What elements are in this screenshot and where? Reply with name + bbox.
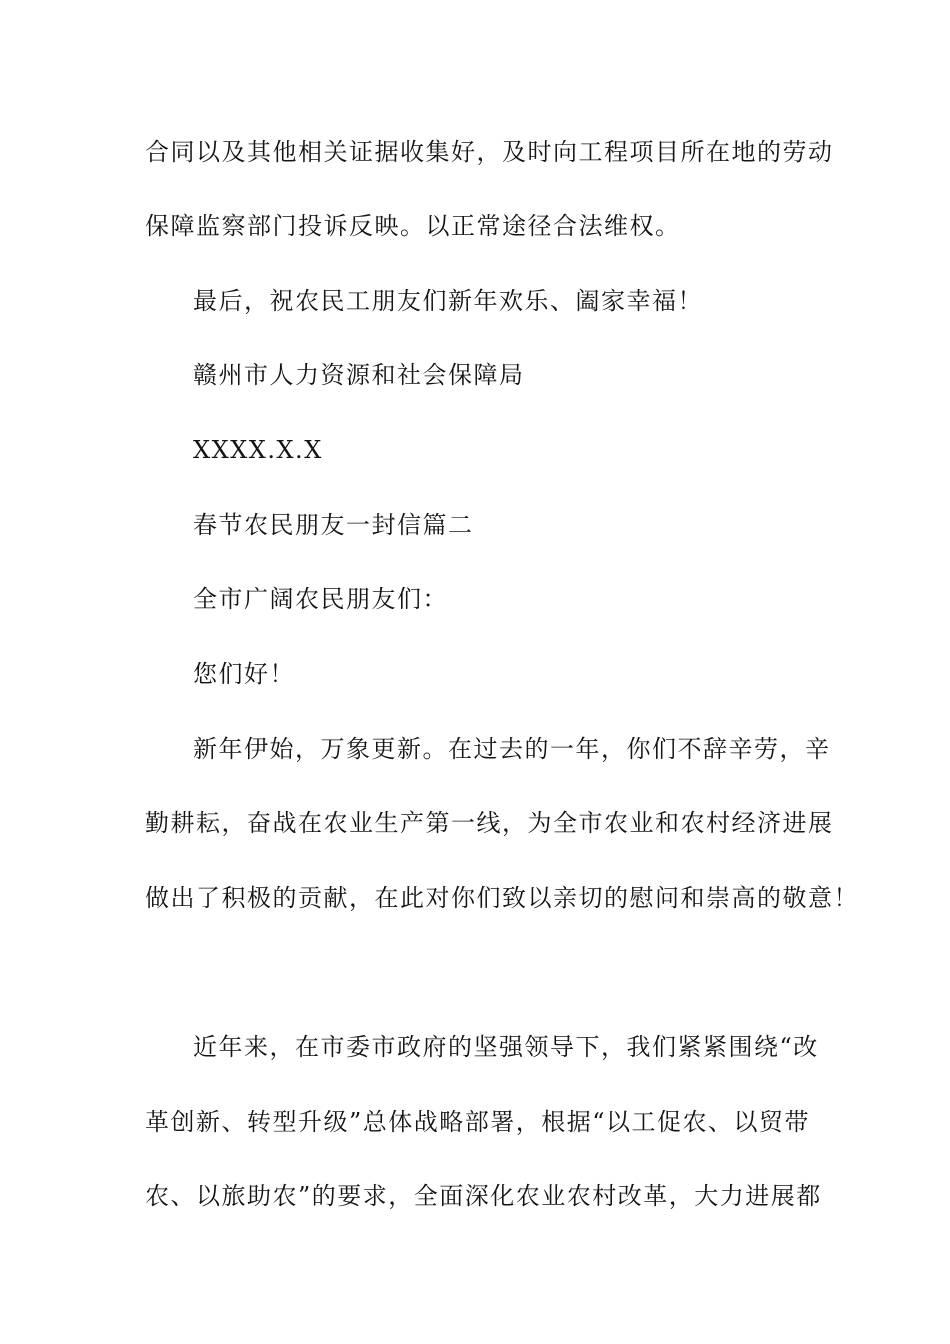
paragraph-line: 农、以旅助农”的要求，全面深化农业农村改革，大力进展都 [145,1182,822,1210]
signature-date: XXXX.X.X [193,436,323,464]
signature-organization: 赣州市人力资源和社会保障局 [193,361,525,389]
paragraph-line: 合同以及其他相关证据收集好，及时向工程项目所在地的劳动 [145,138,834,166]
closing-greeting: 最后，祝农民工朋友们新年欢乐、阖家幸福！ [193,287,703,315]
paragraph-line: 保障监察部门投诉反映。以正常途径合法维权。 [145,212,681,240]
salutation: 全市广阔农民朋友们： [193,585,448,613]
section-title: 春节农民朋友一封信篇二 [193,511,474,539]
greeting: 您们好！ [193,660,295,688]
paragraph-line: 勤耕耘，奋战在农业生产第一线，为全市农业和农村经济进展 [145,809,834,837]
paragraph-line: 做出了积极的贡献，在此对你们致以亲切的慰问和崇高的敬意！ [145,884,859,912]
paragraph-line: 新年伊始，万象更新。在过去的一年，你们不辞辛劳，辛 [193,735,831,763]
paragraph-line: 革创新、转型升级”总体战略部署，根据“以工促农、以贸带 [145,1108,811,1136]
paragraph-line: 近年来，在市委市政府的坚强领导下，我们紧紧围绕“改 [193,1033,819,1061]
